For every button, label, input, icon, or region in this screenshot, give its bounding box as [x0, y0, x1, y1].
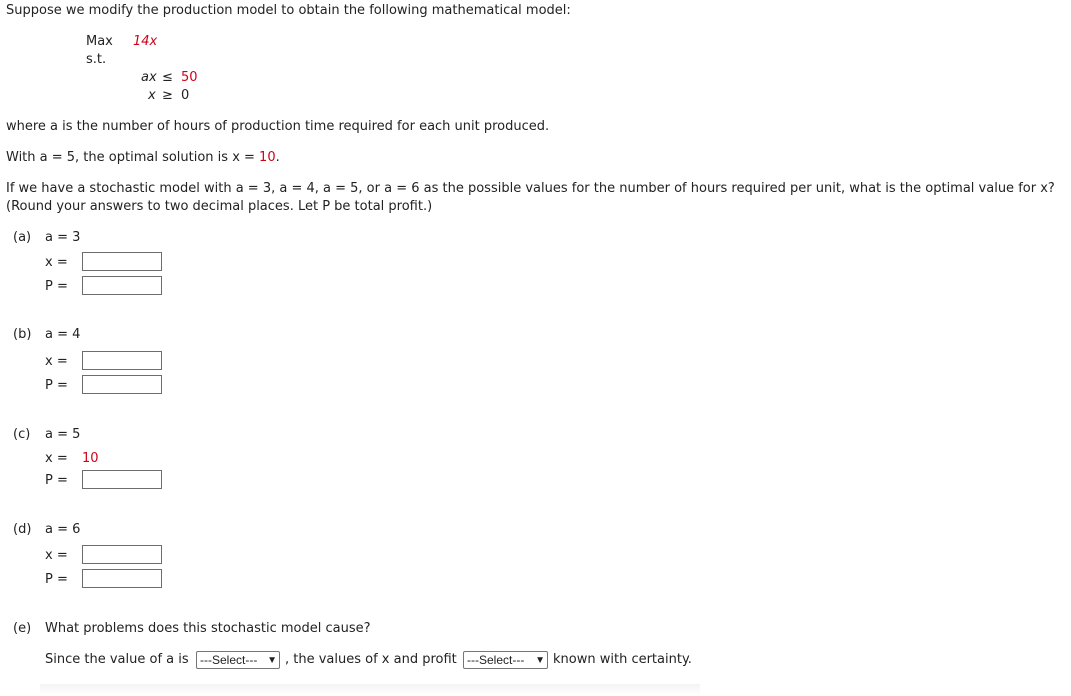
constraint2-rhs: 0 [181, 88, 190, 103]
certainty-select-1[interactable] [196, 651, 280, 669]
bottom-shadow [40, 684, 700, 696]
constraint1-operator: ≤ [162, 70, 173, 85]
certainty-select-2[interactable] [463, 651, 548, 669]
where-text: where a is the number of hours of production time required for each unit produced. [6, 119, 550, 134]
part-d-x-label: x = [45, 548, 68, 563]
constraint1-lhs: ax [141, 70, 157, 85]
constraint1-rhs: 50 [181, 70, 198, 85]
part-c-x-given: 10 [82, 451, 99, 466]
optimal-solution-line [6, 150, 280, 165]
part-a-p-input[interactable] [82, 276, 162, 295]
part-c-x-label: x = [45, 451, 68, 466]
part-e-text-1: Since the value of a is [45, 652, 189, 667]
part-a-a-value: a = 3 [45, 230, 81, 245]
part-d-p-label: P = [45, 572, 68, 587]
part-c-label: (c) [13, 427, 31, 442]
st-label: s.t. [86, 52, 107, 67]
chevron-down-icon: ▼ [267, 655, 277, 666]
part-d-label: (d) [13, 522, 32, 537]
certainty-select-2-value: ---Select--- [467, 653, 525, 667]
part-a-x-input[interactable] [82, 252, 162, 271]
constraint2-operator: ≥ [162, 88, 173, 103]
part-a-label: (a) [13, 230, 32, 245]
part-e-text-3: known with certainty. [553, 652, 692, 667]
part-d-x-input[interactable] [82, 545, 162, 564]
certainty-select-1-value: ---Select--- [200, 653, 258, 667]
max-label: Max [86, 34, 113, 49]
part-b-p-input[interactable] [82, 375, 162, 394]
optimal-value: 10 [259, 150, 276, 165]
part-e-text-2: , the values of x and profit [285, 652, 457, 667]
part-b-x-label: x = [45, 354, 68, 369]
part-a-x-label: x = [45, 255, 68, 270]
part-c-p-input[interactable] [82, 470, 162, 489]
part-a-p-label: P = [45, 279, 68, 294]
constraint2-lhs: x [148, 88, 156, 103]
part-e-question: What problems does this stochastic model cause? [45, 621, 371, 636]
intro-text: Suppose we modify the production model to obtain the following mathematical model: [6, 3, 571, 18]
question-text: If we have a stochastic model with a = 3, a = 4, a = 5, or a = 6 as the possible values for the number of hours required per unit, what is the optimal value for x? (Round your answers to two decimal places. Let P be total profit.) [6, 181, 1055, 214]
part-d-p-input[interactable] [82, 569, 162, 588]
optimal-suffix: . [275, 150, 280, 165]
objective-function: 14x [133, 34, 158, 49]
chevron-down-icon: ▼ [535, 655, 545, 666]
part-c-p-label: P = [45, 473, 68, 488]
part-b-a-value: a = 4 [45, 327, 81, 342]
part-e-label: (e) [13, 621, 32, 636]
part-d-a-value: a = 6 [45, 522, 81, 537]
optimal-prefix: With a = 5, the optimal solution is x = [6, 150, 260, 165]
part-b-label: (b) [13, 327, 32, 342]
part-c-a-value: a = 5 [45, 427, 81, 442]
part-b-p-label: P = [45, 378, 68, 393]
part-b-x-input[interactable] [82, 351, 162, 370]
